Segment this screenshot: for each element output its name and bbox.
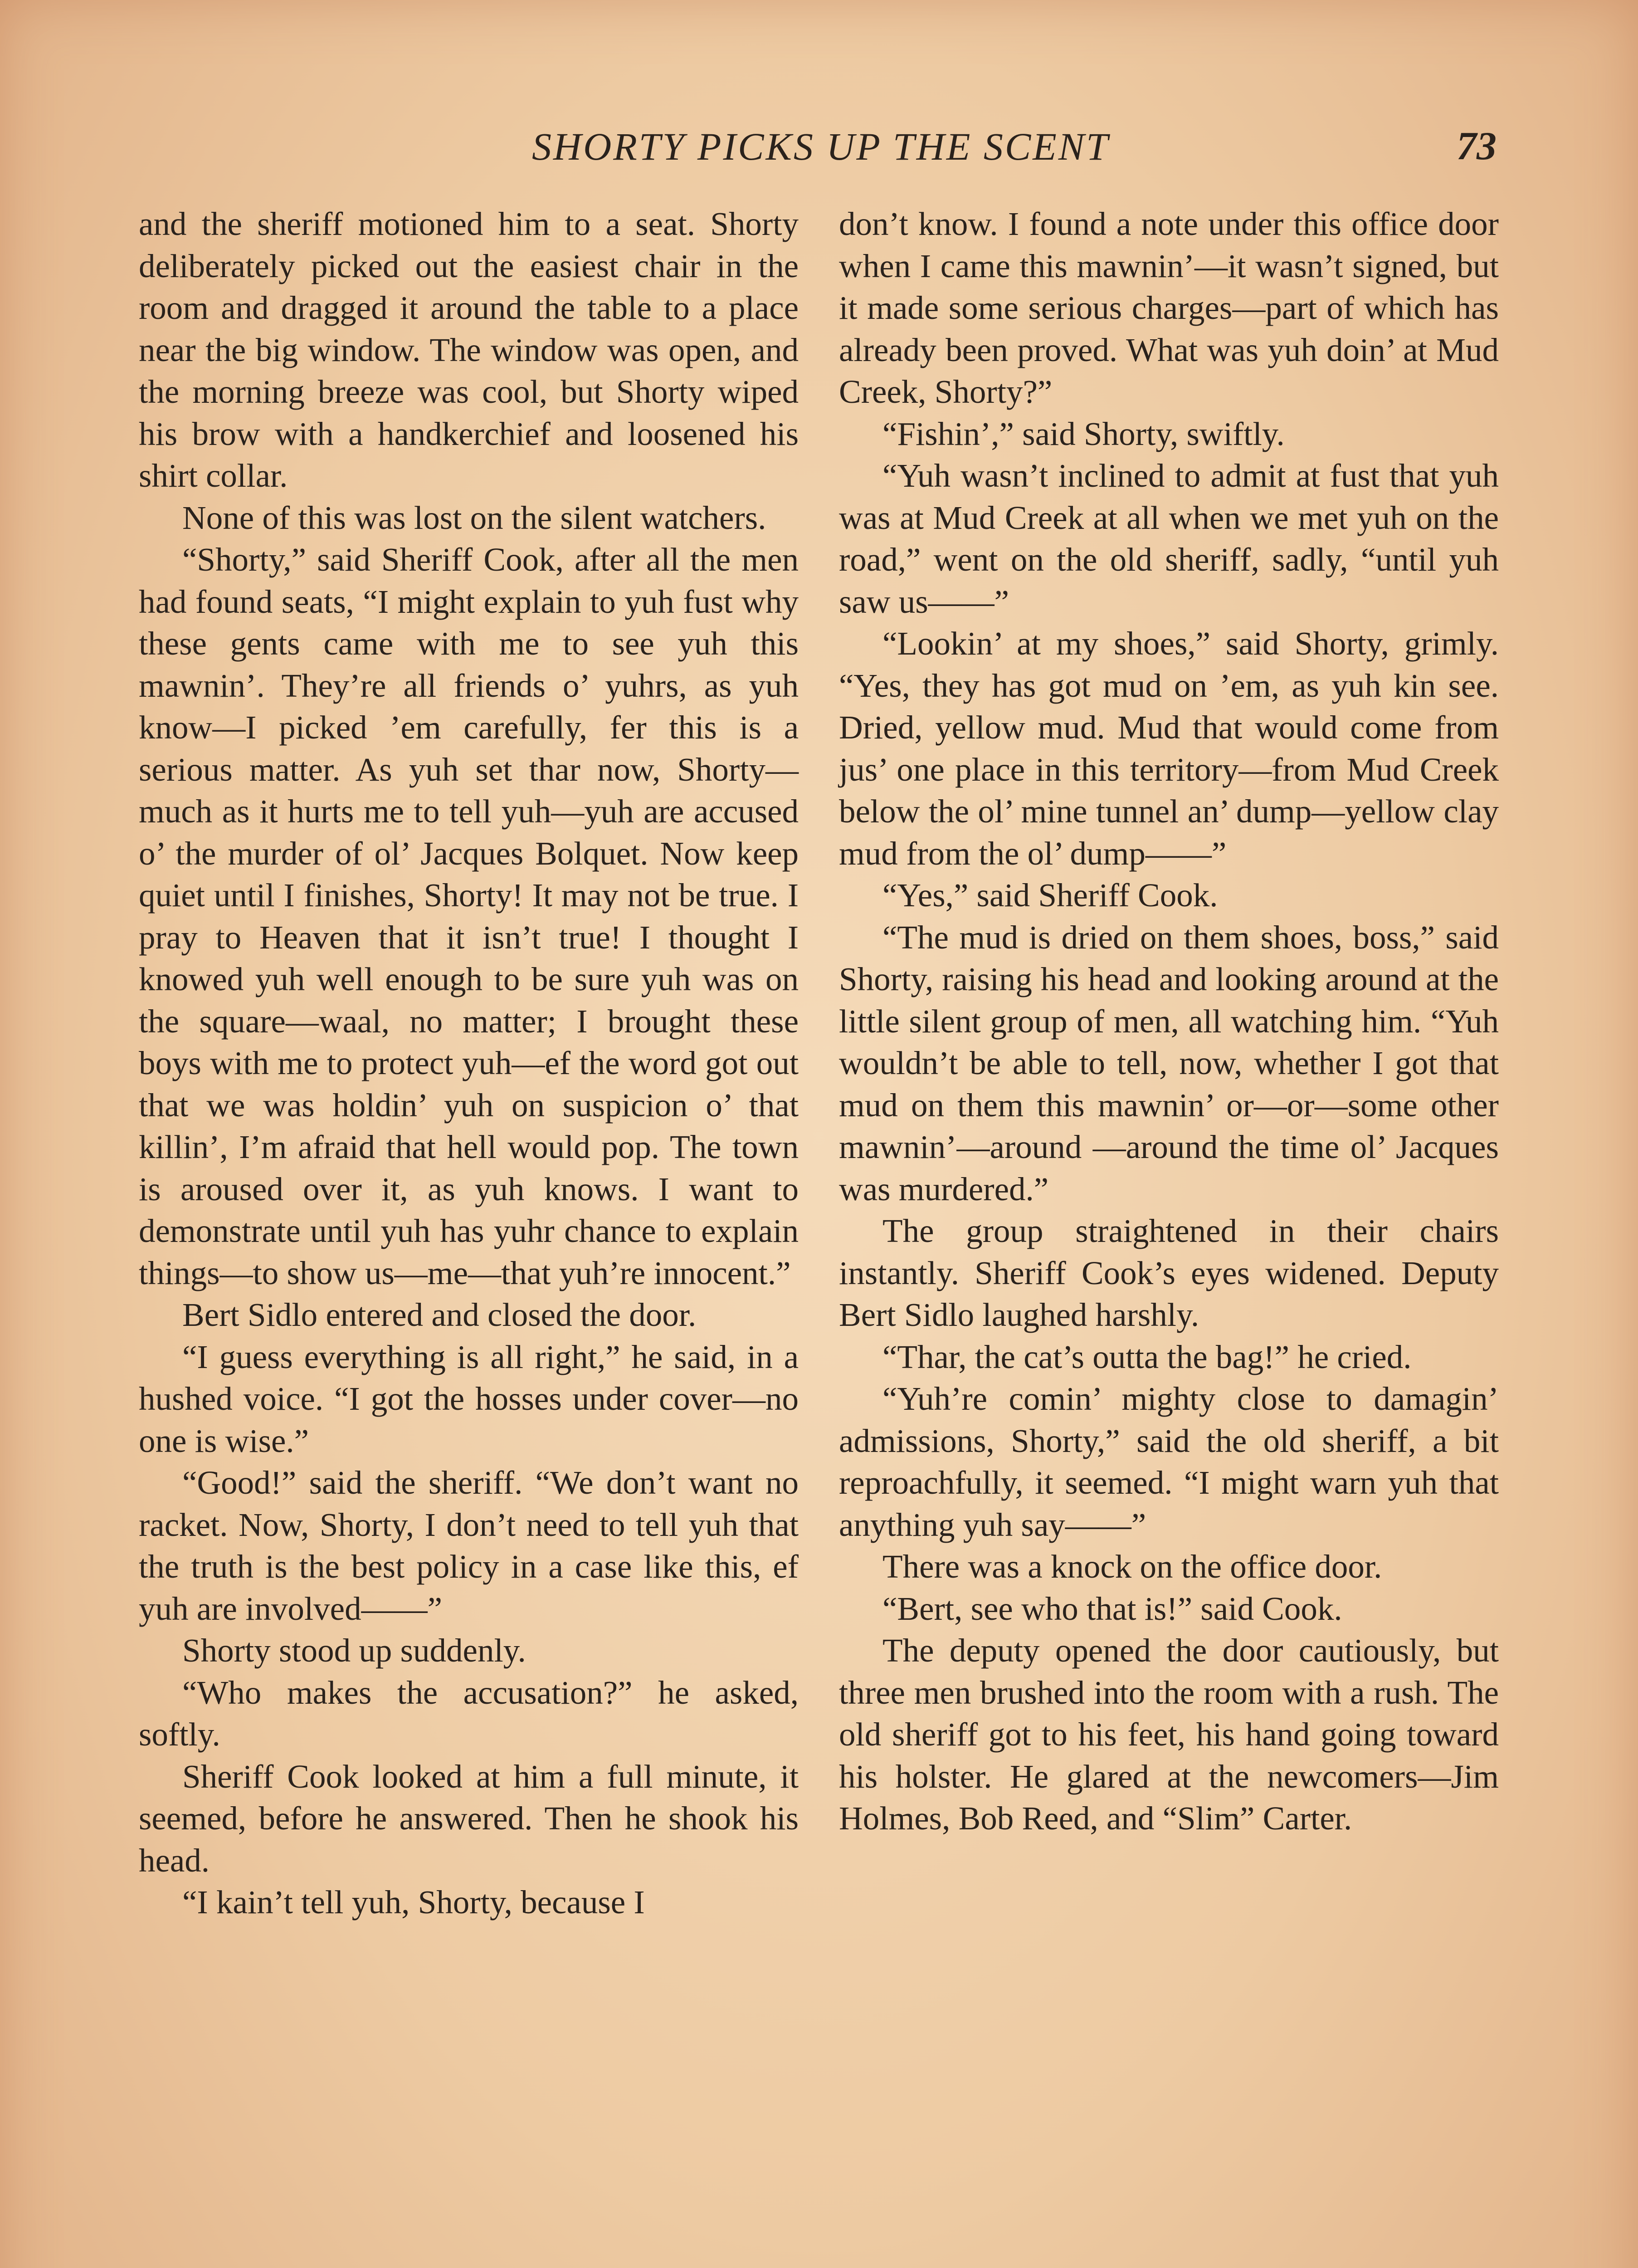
paragraph: Bert Sidlo entered and closed the door. <box>182 1296 697 1333</box>
paragraph: “I guess everything is all right,” he said, in a hushed voice. “I got the hosses under cover—no one is wise.” <box>139 1338 799 1459</box>
right-column <box>839 203 1499 1840</box>
paragraph: “Bert, see who that is!” said Cook. <box>882 1590 1342 1627</box>
paragraph: There was a knock on the office door. <box>882 1548 1382 1585</box>
paragraph: “Yes,” said Sheriff Cook. <box>882 877 1218 914</box>
page-number: 73 <box>1457 124 1497 168</box>
paragraph: “Thar, the cat’s outta the bag!” he cried. <box>882 1338 1412 1375</box>
paragraph: and the sheriff motioned him to a seat. Shorty deliberately picked out the easiest chair in the room and dragged it around the table to a place near the big window. The window was open, and the morning breeze was cool, but Shorty wiped his brow with a handkerchief and loosened his shirt collar. <box>139 205 799 494</box>
paragraph: None of this was lost on the silent watchers. <box>182 499 766 536</box>
paragraph: “Fishin’,” said Shorty, swiftly. <box>882 415 1285 452</box>
paragraph: “Yuh wasn’t inclined to admit at fust that yuh was at Mud Creek at all when we met yuh on the road,” went on the old sheriff, sadly, “until yuh saw us——” <box>839 457 1499 620</box>
paragraph: “Who makes the accusation?” he asked, softly. <box>139 1674 799 1753</box>
paragraph: don’t know. I found a note under this office door when I came this mawnin’—it wasn’t signed, but it made some serious charges—part of which has already been proved. What was yuh doin’ at Mud Creek, Shorty?” <box>839 205 1499 410</box>
paragraph: The deputy opened the door cautiously, but three men brushed into the room with a rush. The old sheriff got to his feet, his hand going toward his holster. He glared at the newcomers—Jim Holmes, Bob Reed, and “Slim” Carter. <box>839 1632 1499 1837</box>
paragraph: “Yuh’re comin’ mighty close to damagin’ admissions, Shorty,” said the old sheriff, a bit reproachfully, it seemed. “I might warn yuh that anything yuh say——” <box>839 1380 1499 1543</box>
paragraph: “I kain’t tell yuh, Shorty, because I <box>182 1884 645 1921</box>
paragraph: The group straightened in their chairs instantly. Sheriff Cook’s eyes widened. Deputy Bert Sidlo laughed harshly. <box>839 1212 1499 1333</box>
paragraph: “Good!” said the sheriff. “We don’t want no racket. Now, Shorty, I don’t need to tell yuh that the truth is the best policy in a case like this, ef yuh are involved——” <box>139 1464 799 1627</box>
paragraph: Sheriff Cook looked at him a full minute, it seemed, before he answered. Then he shook his head. <box>139 1758 799 1879</box>
left-column <box>139 203 799 1924</box>
paragraph: “Lookin’ at my shoes,” said Shorty, grimly. “Yes, they has got mud on ’em, as yuh kin see. Dried, yellow mud. Mud that would come from jus’ one place in this territory—from Mud Creek below the ol’ mine tunnel an’ dump—yellow clay mud from the ol’ dump——” <box>839 625 1499 872</box>
running-title: SHORTY PICKS UP THE SCENT <box>532 125 1110 168</box>
paragraph: “Shorty,” said Sheriff Cook, after all the men had found seats, “I might explain to yuh fust why these gents came with me to see yuh this mawnin’. They’re all friends o’ yuhrs, as yuh know—I picked ’em carefully, fer this is a serious matter. As yuh set thar now, Shorty—much as it hurts me to tell yuh—yuh are accused o’ the murder of ol’ Jacques Bolquet. Now keep quiet until I finishes, Shorty! It may not be true. I pray to Heaven that it isn’t true! I thought I knowed yuh well enough to be sure yuh was on the square—waal, no matter; I brought these boys with me to protect yuh—ef the word got out that we was holdin’ yuh on suspicion o’ that killin’, I’m afraid that hell would pop. The town is aroused over it, as yuh knows. I want to demonstrate until yuh has yuhr chance to explain things—to show us—me—that yuh’re innocent.” <box>139 541 799 1291</box>
paragraph: Shorty stood up suddenly. <box>182 1632 526 1669</box>
paragraph: “The mud is dried on them shoes, boss,” said Shorty, raising his head and looking around at the little silent group of men, all watching him. “Yuh wouldn’t be able to tell, now, whether I got that mud on them this mawnin’ or—or—some other mawnin’—around —around the time ol’ Jacques was murdered.” <box>839 919 1499 1207</box>
